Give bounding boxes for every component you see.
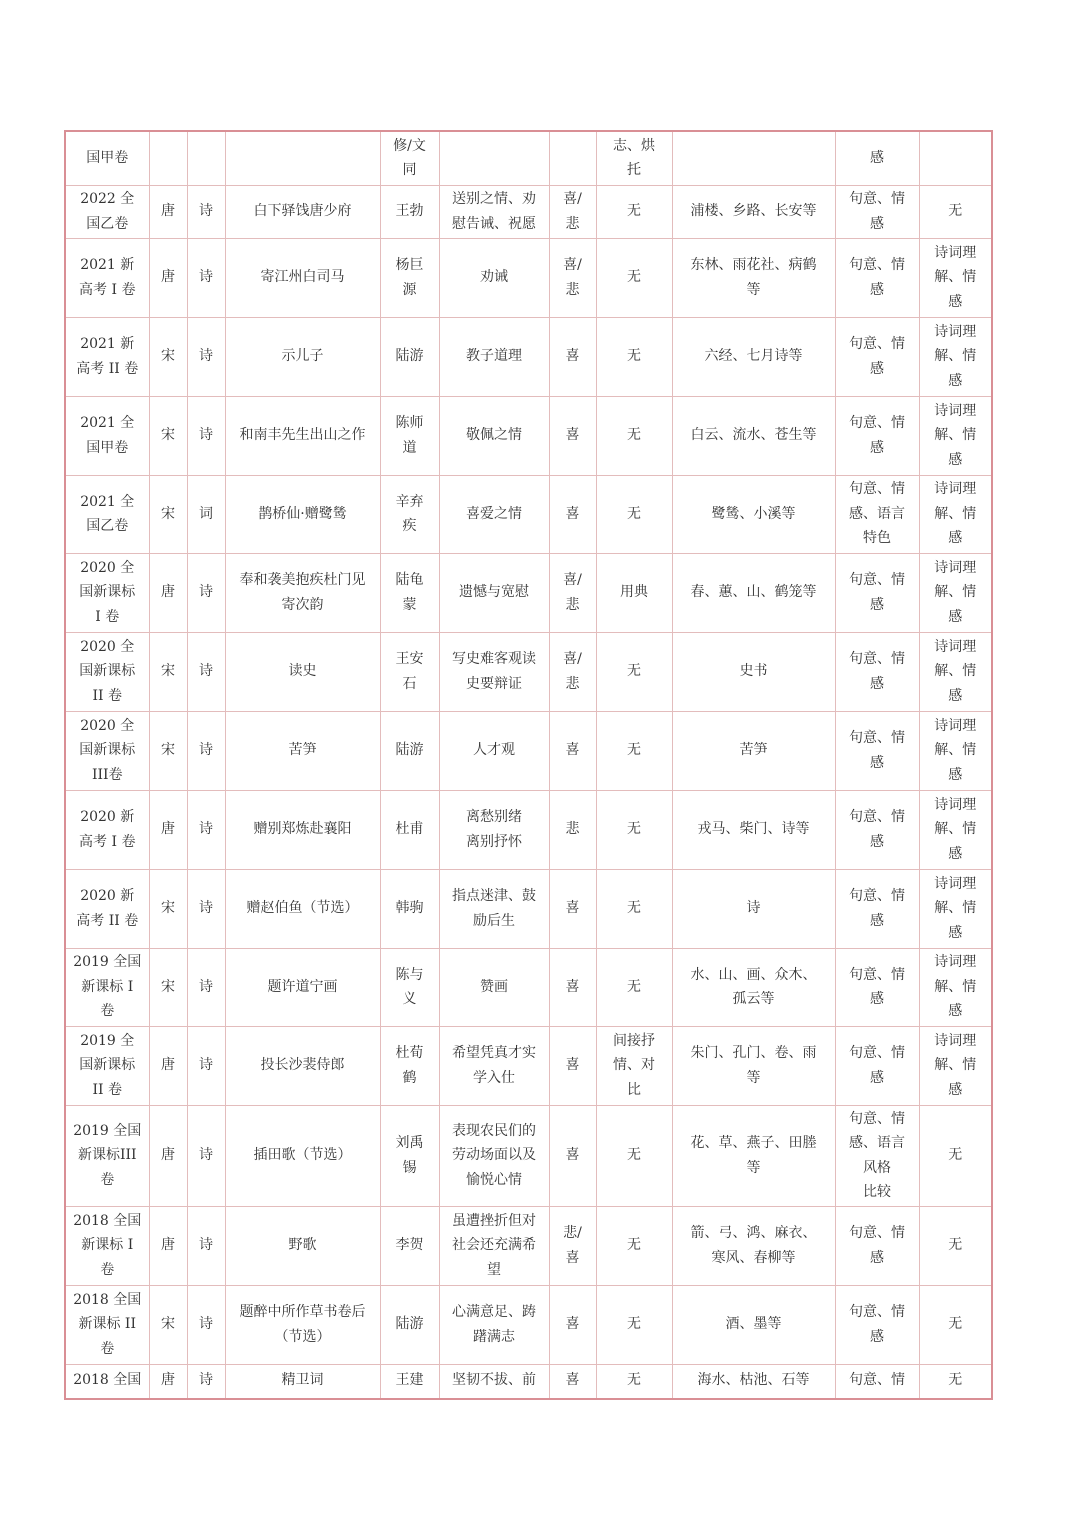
cell-imagery: 戎马、柴门、诗等 — [672, 790, 835, 869]
cell-extra: 诗词理 解、情 感 — [919, 948, 992, 1026]
cell-imagery: 东林、雨花社、病鹤 等 — [672, 238, 835, 317]
cell-question: 句意、情 感 — [835, 317, 919, 396]
cell-genre: 诗 — [187, 553, 225, 632]
cell-author: 杜甫 — [380, 790, 439, 869]
cell-title: 题醉中所作草书卷后 （节选） — [225, 1285, 380, 1364]
cell-emotion: 表现农民们的 劳动场面以及 愉悦心情 — [439, 1105, 549, 1206]
cell-extra: 诗词理 解、情 感 — [919, 396, 992, 475]
cell-question: 句意、情 感 — [835, 632, 919, 711]
cell-title: 奉和袭美抱疾杜门见 寄次韵 — [225, 553, 380, 632]
cell-question: 句意、情 感 — [835, 553, 919, 632]
cell-technique: 无 — [596, 1105, 672, 1206]
cell-genre: 诗 — [187, 1105, 225, 1206]
cell-author: 李贺 — [380, 1206, 439, 1285]
cell-tone: 喜 — [549, 948, 596, 1026]
cell-technique: 无 — [596, 238, 672, 317]
cell-exam: 2021 全 国乙卷 — [65, 475, 149, 553]
cell-technique: 无 — [596, 1364, 672, 1399]
table-row — [65, 948, 992, 1026]
cell-extra: 无 — [919, 1364, 992, 1399]
cell-tone: 喜/ 悲 — [549, 553, 596, 632]
cell-emotion: 虽遭挫折但对 社会还充满希 望 — [439, 1206, 549, 1285]
cell-genre: 诗 — [187, 948, 225, 1026]
cell-emotion: 指点迷津、鼓 励后生 — [439, 869, 549, 948]
table-row — [65, 711, 992, 790]
table-row — [65, 396, 992, 475]
cell-author: 王安 石 — [380, 632, 439, 711]
cell-dynasty: 宋 — [149, 632, 187, 711]
cell-exam: 2020 新 高考 II 卷 — [65, 869, 149, 948]
cell-question: 句意、情 感 — [835, 185, 919, 238]
cell-imagery: 鹭鸶、小溪等 — [672, 475, 835, 553]
cell-emotion: 心满意足、踌 躇满志 — [439, 1285, 549, 1364]
cell-exam: 2019 全 国新课标 II 卷 — [65, 1026, 149, 1105]
cell-tone: 喜 — [549, 711, 596, 790]
cell-technique: 无 — [596, 711, 672, 790]
cell-tone: 喜 — [549, 869, 596, 948]
cell-tone: 喜 — [549, 1285, 596, 1364]
cell-question: 句意、情 感、语言 风格 比较 — [835, 1105, 919, 1206]
cell-emotion: 送别之情、劝 慰告诫、祝愿 — [439, 185, 549, 238]
cell-dynasty: 宋 — [149, 869, 187, 948]
cell-emotion: 敬佩之情 — [439, 396, 549, 475]
cell-genre: 诗 — [187, 1026, 225, 1105]
cell-dynasty: 宋 — [149, 396, 187, 475]
cell-author: 杨巨 源 — [380, 238, 439, 317]
cell-question: 句意、情 感 — [835, 711, 919, 790]
cell-imagery: 浦楼、乡路、长安等 — [672, 185, 835, 238]
cell-emotion: 写史难客观读 史要辩证 — [439, 632, 549, 711]
cell-technique: 无 — [596, 632, 672, 711]
cell-imagery: 箭、弓、鸿、麻衣、 寒风、春柳等 — [672, 1206, 835, 1285]
cell-technique: 无 — [596, 869, 672, 948]
cell-extra: 诗词理 解、情 感 — [919, 238, 992, 317]
table-row — [65, 1285, 992, 1364]
table-row — [65, 869, 992, 948]
cell-title: 寄江州白司马 — [225, 238, 380, 317]
cell-exam: 2018 全国 新课标 I 卷 — [65, 1206, 149, 1285]
table-row — [65, 1105, 992, 1206]
cell-tone: 悲 — [549, 790, 596, 869]
cell-question: 句意、情 感 — [835, 1026, 919, 1105]
cell-author: 陆游 — [380, 1285, 439, 1364]
cell-author: 陆游 — [380, 317, 439, 396]
cell-technique: 间接抒 情、对 比 — [596, 1026, 672, 1105]
cell-emotion: 赞画 — [439, 948, 549, 1026]
cell-tone: 喜/ 悲 — [549, 185, 596, 238]
cell-question: 句意、情 感 — [835, 948, 919, 1026]
cell-question: 句意、情 感 — [835, 790, 919, 869]
cell-title: 苦笋 — [225, 711, 380, 790]
cell-tone: 喜 — [549, 396, 596, 475]
cell-genre: 诗 — [187, 1364, 225, 1399]
cell-question: 感 — [835, 131, 919, 185]
cell-technique: 无 — [596, 317, 672, 396]
cell-question: 句意、情 感 — [835, 1285, 919, 1364]
cell-dynasty: 唐 — [149, 1105, 187, 1206]
cell-emotion: 喜爱之情 — [439, 475, 549, 553]
cell-emotion: 遗憾与宽慰 — [439, 553, 549, 632]
cell-title: 和南丰先生出山之作 — [225, 396, 380, 475]
cell-author: 杜荀 鹤 — [380, 1026, 439, 1105]
cell-question: 句意、情 感 — [835, 1206, 919, 1285]
cell-exam: 2021 新 高考 II 卷 — [65, 317, 149, 396]
table-row — [65, 790, 992, 869]
cell-question: 句意、情 感、语言 特色 — [835, 475, 919, 553]
cell-exam: 2018 全国 — [65, 1364, 149, 1399]
cell-exam: 2020 全 国新课标 III卷 — [65, 711, 149, 790]
cell-tone: 喜/ 悲 — [549, 632, 596, 711]
cell-emotion — [439, 131, 549, 185]
cell-imagery: 苦笋 — [672, 711, 835, 790]
cell-title: 鹊桥仙·赠鹭鸶 — [225, 475, 380, 553]
poetry-exam-table — [64, 130, 993, 1400]
cell-title: 投长沙裴侍郎 — [225, 1026, 380, 1105]
cell-dynasty — [149, 131, 187, 185]
cell-dynasty: 唐 — [149, 553, 187, 632]
cell-author: 辛弃 疾 — [380, 475, 439, 553]
cell-author: 修/文 同 — [380, 131, 439, 185]
cell-genre: 诗 — [187, 869, 225, 948]
cell-tone: 喜/ 悲 — [549, 238, 596, 317]
cell-imagery: 史书 — [672, 632, 835, 711]
cell-technique: 志、烘 托 — [596, 131, 672, 185]
cell-dynasty: 宋 — [149, 475, 187, 553]
table-row — [65, 553, 992, 632]
cell-extra: 诗词理 解、情 感 — [919, 317, 992, 396]
cell-exam: 2021 新 高考 I 卷 — [65, 238, 149, 317]
cell-genre — [187, 131, 225, 185]
cell-extra: 诗词理 解、情 感 — [919, 790, 992, 869]
cell-genre: 诗 — [187, 790, 225, 869]
cell-technique: 无 — [596, 396, 672, 475]
cell-imagery: 海水、枯池、石等 — [672, 1364, 835, 1399]
cell-technique: 无 — [596, 1206, 672, 1285]
table-row — [65, 475, 992, 553]
cell-author: 陆龟 蒙 — [380, 553, 439, 632]
cell-author: 陈与 义 — [380, 948, 439, 1026]
cell-imagery — [672, 131, 835, 185]
cell-title: 题许道宁画 — [225, 948, 380, 1026]
cell-tone: 喜 — [549, 1026, 596, 1105]
cell-author: 陈师 道 — [380, 396, 439, 475]
cell-technique: 无 — [596, 185, 672, 238]
cell-title: 示儿子 — [225, 317, 380, 396]
cell-title: 精卫词 — [225, 1364, 380, 1399]
cell-exam: 国甲卷 — [65, 131, 149, 185]
cell-emotion: 教子道理 — [439, 317, 549, 396]
cell-genre: 诗 — [187, 317, 225, 396]
cell-title: 野歌 — [225, 1206, 380, 1285]
cell-exam: 2020 新 高考 I 卷 — [65, 790, 149, 869]
cell-genre: 词 — [187, 475, 225, 553]
cell-tone: 喜 — [549, 317, 596, 396]
cell-extra: 诗词理 解、情 感 — [919, 632, 992, 711]
cell-dynasty: 宋 — [149, 1285, 187, 1364]
cell-imagery: 水、山、画、众木、 孤云等 — [672, 948, 835, 1026]
table-row — [65, 1206, 992, 1285]
cell-exam: 2018 全国 新课标 II 卷 — [65, 1285, 149, 1364]
table-row — [65, 1364, 992, 1399]
cell-genre: 诗 — [187, 185, 225, 238]
cell-imagery: 花、草、燕子、田塍 等 — [672, 1105, 835, 1206]
cell-title: 赠别郑炼赴襄阳 — [225, 790, 380, 869]
cell-extra: 诗词理 解、情 感 — [919, 711, 992, 790]
cell-genre: 诗 — [187, 1206, 225, 1285]
cell-exam: 2022 全 国乙卷 — [65, 185, 149, 238]
table-row — [65, 238, 992, 317]
cell-dynasty: 唐 — [149, 1026, 187, 1105]
cell-emotion: 坚韧不拔、前 — [439, 1364, 549, 1399]
cell-author: 韩驹 — [380, 869, 439, 948]
cell-imagery: 酒、墨等 — [672, 1285, 835, 1364]
table-row — [65, 185, 992, 238]
cell-extra — [919, 131, 992, 185]
cell-author: 刘禹 锡 — [380, 1105, 439, 1206]
cell-exam: 2020 全 国新课标 II 卷 — [65, 632, 149, 711]
cell-imagery: 白云、流水、苍生等 — [672, 396, 835, 475]
cell-exam: 2021 全 国甲卷 — [65, 396, 149, 475]
cell-dynasty: 宋 — [149, 711, 187, 790]
cell-genre: 诗 — [187, 396, 225, 475]
cell-emotion: 劝诫 — [439, 238, 549, 317]
cell-genre: 诗 — [187, 1285, 225, 1364]
cell-author: 王建 — [380, 1364, 439, 1399]
cell-question: 句意、情 感 — [835, 396, 919, 475]
cell-genre: 诗 — [187, 711, 225, 790]
cell-question: 句意、情 感 — [835, 869, 919, 948]
cell-extra: 诗词理 解、情 感 — [919, 553, 992, 632]
table-row — [65, 317, 992, 396]
cell-exam: 2019 全国 新课标III 卷 — [65, 1105, 149, 1206]
cell-extra: 无 — [919, 1206, 992, 1285]
cell-technique: 无 — [596, 948, 672, 1026]
cell-dynasty: 唐 — [149, 238, 187, 317]
cell-genre: 诗 — [187, 238, 225, 317]
cell-extra: 诗词理 解、情 感 — [919, 1026, 992, 1105]
cell-technique: 无 — [596, 475, 672, 553]
cell-extra: 诗词理 解、情 感 — [919, 475, 992, 553]
cell-question: 句意、情 感 — [835, 238, 919, 317]
cell-exam: 2020 全 国新课标 I 卷 — [65, 553, 149, 632]
cell-title: 白下驿饯唐少府 — [225, 185, 380, 238]
cell-tone — [549, 131, 596, 185]
cell-title: 插田歌（节选） — [225, 1105, 380, 1206]
cell-author: 王勃 — [380, 185, 439, 238]
cell-imagery: 朱门、孔门、卷、雨 等 — [672, 1026, 835, 1105]
cell-tone: 喜 — [549, 1364, 596, 1399]
cell-dynasty: 宋 — [149, 948, 187, 1026]
cell-tone: 悲/ 喜 — [549, 1206, 596, 1285]
cell-exam: 2019 全国 新课标 I 卷 — [65, 948, 149, 1026]
cell-title: 读史 — [225, 632, 380, 711]
cell-emotion: 离愁别绪 离别抒怀 — [439, 790, 549, 869]
cell-technique: 无 — [596, 790, 672, 869]
cell-title — [225, 131, 380, 185]
cell-dynasty: 唐 — [149, 185, 187, 238]
cell-imagery: 六经、七月诗等 — [672, 317, 835, 396]
cell-emotion: 希望凭真才实 学入仕 — [439, 1026, 549, 1105]
cell-imagery: 春、蕙、山、鹤笼等 — [672, 553, 835, 632]
cell-author: 陆游 — [380, 711, 439, 790]
cell-tone: 喜 — [549, 1105, 596, 1206]
cell-imagery: 诗 — [672, 869, 835, 948]
cell-extra: 无 — [919, 185, 992, 238]
cell-extra: 无 — [919, 1105, 992, 1206]
cell-genre: 诗 — [187, 632, 225, 711]
exam-table — [64, 130, 993, 1400]
cell-dynasty: 唐 — [149, 1364, 187, 1399]
cell-technique: 无 — [596, 1285, 672, 1364]
cell-dynasty: 宋 — [149, 317, 187, 396]
table-row — [65, 632, 992, 711]
cell-dynasty: 唐 — [149, 1206, 187, 1285]
cell-title: 赠赵伯鱼（节选） — [225, 869, 380, 948]
cell-dynasty: 唐 — [149, 790, 187, 869]
cell-emotion: 人才观 — [439, 711, 549, 790]
cell-tone: 喜 — [549, 475, 596, 553]
cell-extra: 无 — [919, 1285, 992, 1364]
cell-technique: 用典 — [596, 553, 672, 632]
table-row — [65, 1026, 992, 1105]
cell-question: 句意、情 — [835, 1364, 919, 1399]
cell-extra: 诗词理 解、情 感 — [919, 869, 992, 948]
table-row — [65, 131, 992, 185]
